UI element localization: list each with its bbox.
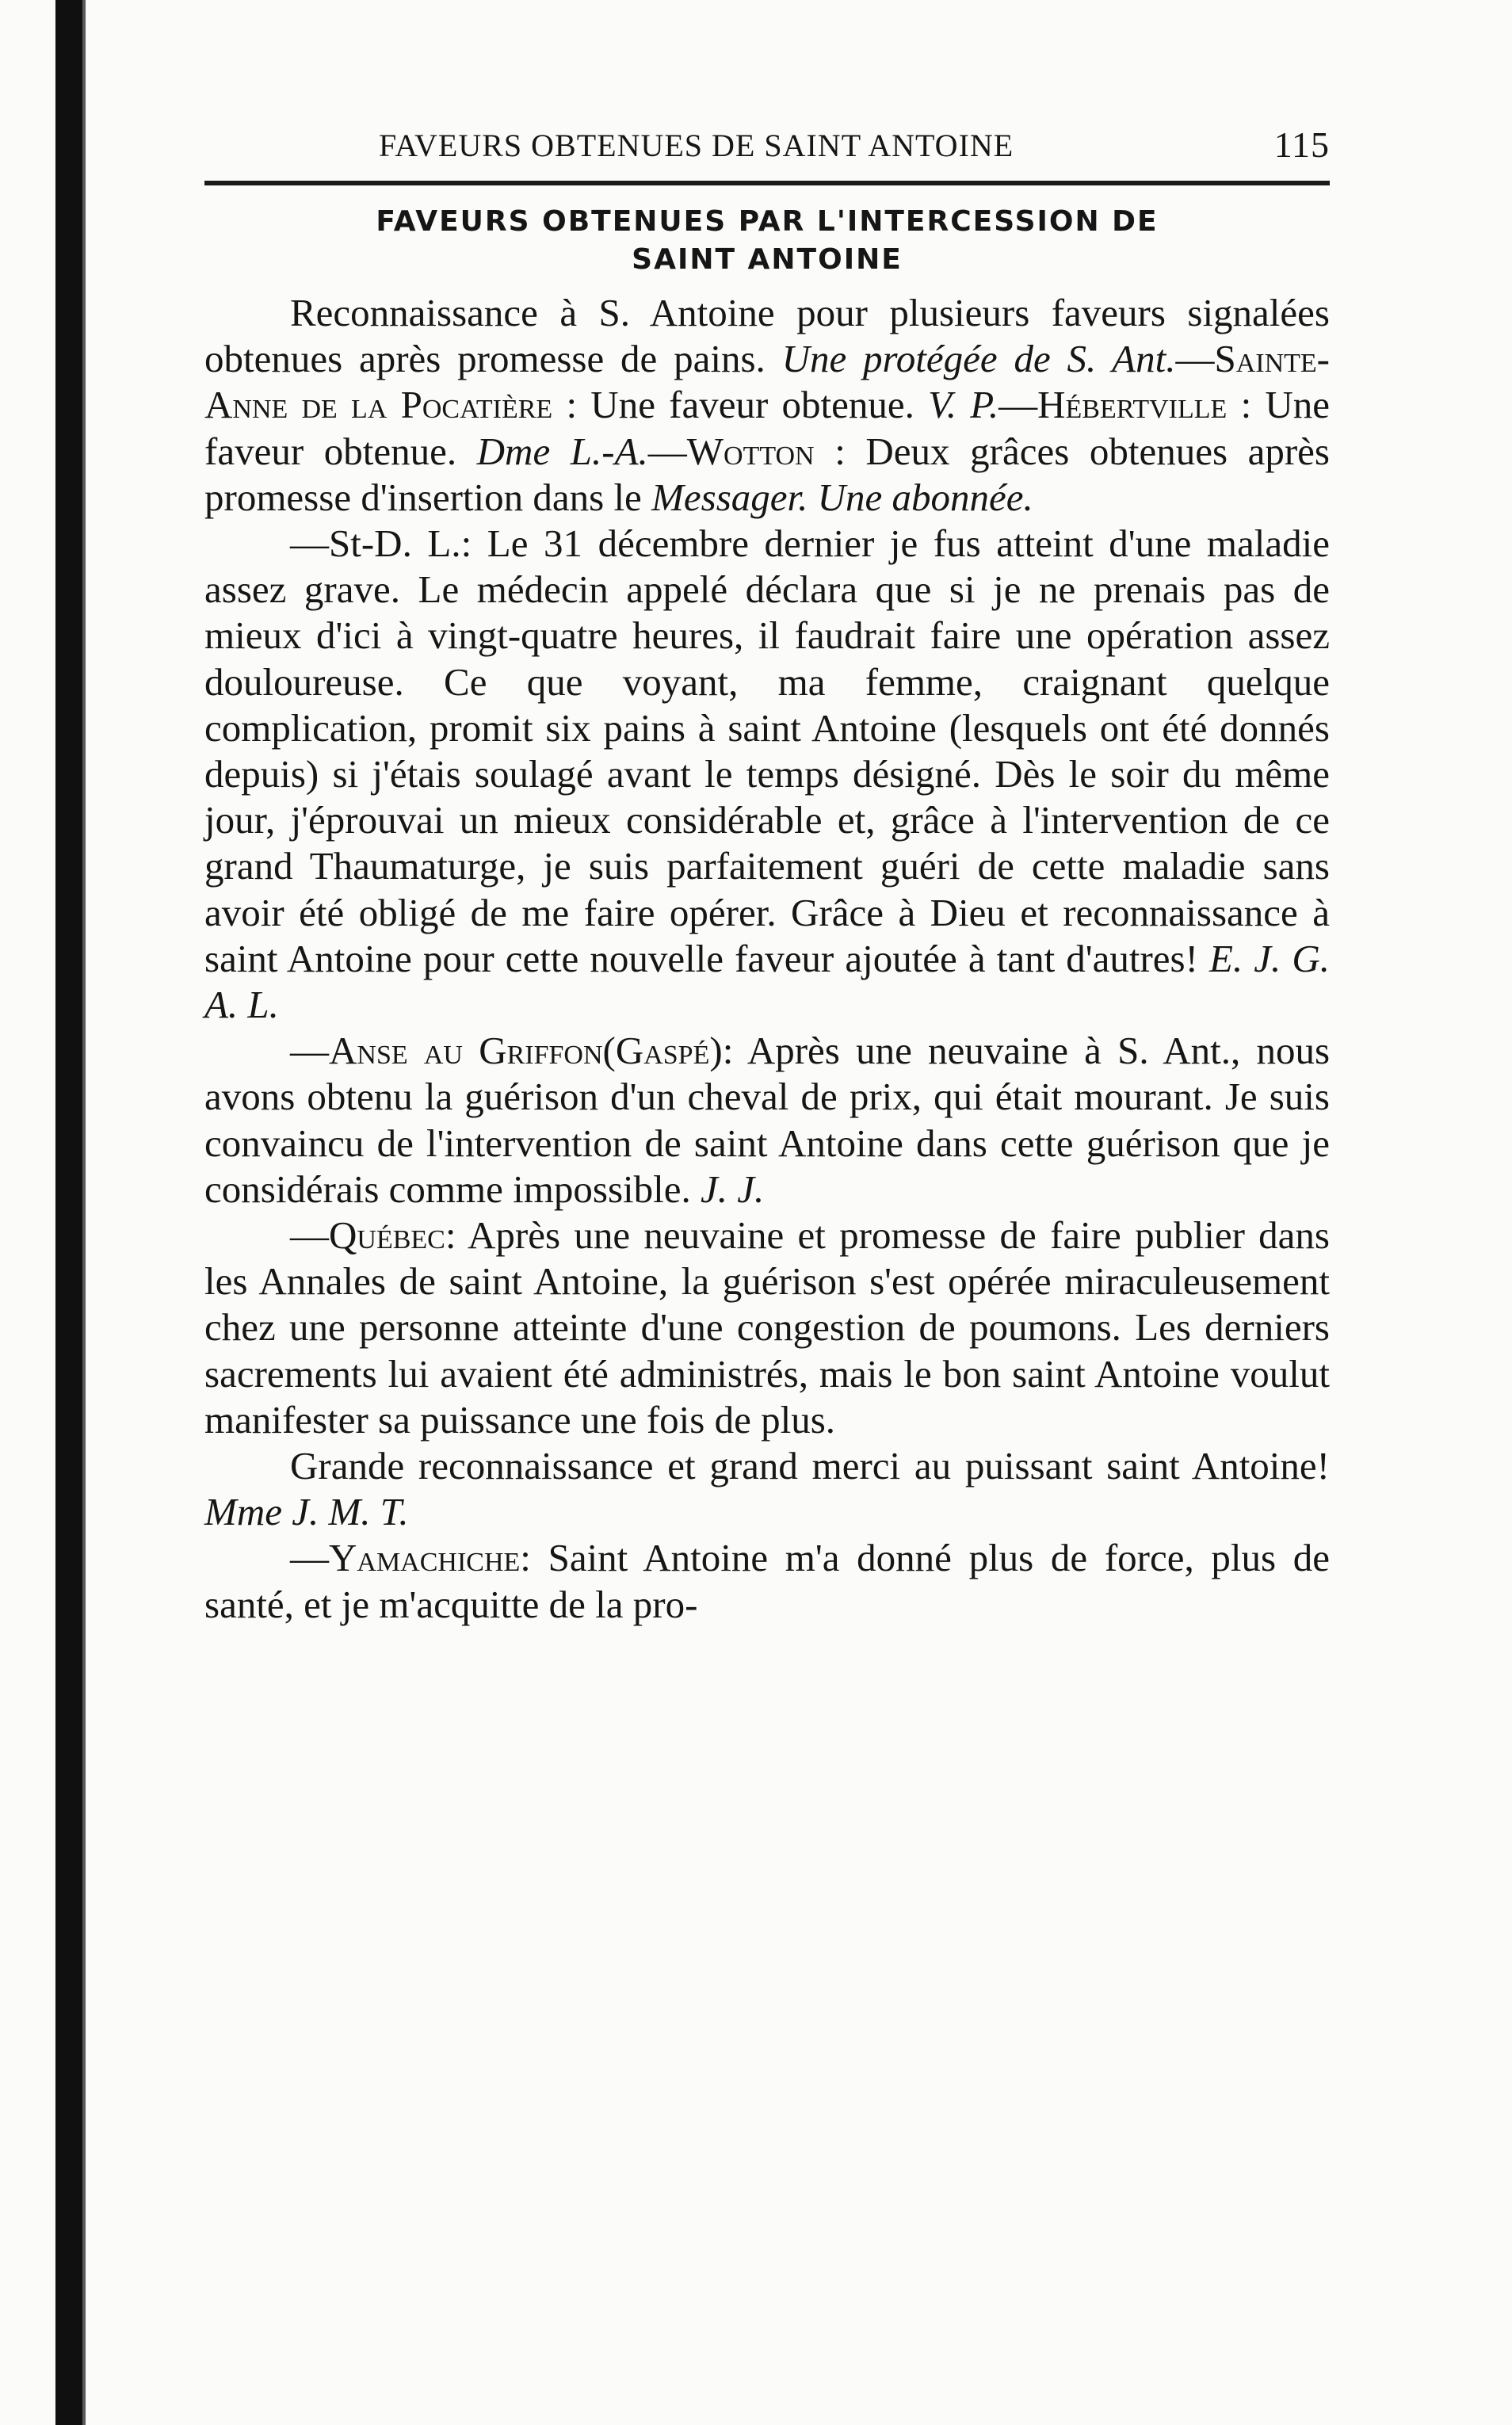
signature: Dme L.-A.	[476, 429, 648, 473]
paragraph-text: Grande reconnaissance et grand merci au puissant saint Antoine!	[290, 1444, 1330, 1488]
paragraph-6	[204, 1535, 1330, 1627]
paragraph-text: : Une faveur obtenue.	[204, 383, 1331, 473]
book-page	[204, 124, 1331, 1628]
paragraph-4	[204, 1212, 1330, 1443]
header-rule	[204, 181, 1330, 185]
paragraph-5	[204, 1443, 1330, 1535]
body-text	[204, 290, 1330, 1628]
place-name: —St-D. L.	[290, 521, 461, 566]
signature: J. J.	[701, 1167, 765, 1211]
paragraph-3	[204, 1028, 1330, 1212]
signature: V. P.	[928, 383, 999, 427]
paragraph-text: : Deux grâces obtenues après promesse d'insertion dans le	[204, 429, 1330, 519]
running-title: FAVEURS OBTENUES DE SAINT ANTOINE	[379, 128, 1014, 163]
paragraph-text: : Le 31 décembre dernier je fus atteint d'une maladie assez grave. Le médecin appelé déclara que si je ne prenais pas de mieux d'ici à vingt-quatre heures, il faudrait faire une opération assez douloureuse. Ce que voyant, ma femme, craignant quelque complication, promit six pains à saint Antoine (lesquels ont été donnés depuis) si j'étais soulagé avant le temps désigné. Dès le soir du même jour, j'éprouvai un mieux considérable et, grâce à l'intervention de ce grand Thaumaturge, je suis parfaitement guéri de cette maladie sans avoir été obligé de me faire opérer. Grâce à Dieu et reconnaissance à saint Antoine pour cette nouvelle faveur ajoutée à tant d'autres!	[204, 521, 1330, 980]
place-name: —Sainte-Anne de la Pocatière	[204, 337, 1331, 427]
place-name: —Wotton	[647, 429, 815, 473]
section-title	[204, 203, 1330, 279]
book-spine-edge	[82, 0, 86, 2425]
intro-text: Reconnaissance à S. Antoine pour plusieurs faveurs signalées obtenues après promesse de pains.	[204, 291, 1330, 381]
signature: Messager. Une abonnée.	[651, 475, 1033, 519]
section-title-line-2: SAINT ANTOINE	[632, 243, 903, 276]
place-name: —Anse au Griffon(Gaspé)	[290, 1029, 723, 1073]
paragraph-text: : Une faveur obtenue.	[566, 383, 914, 427]
signature: Mme J. M. T.	[204, 1490, 409, 1534]
section-title-line-1: FAVEURS OBTENUES PAR L'INTERCESSION DE	[376, 205, 1159, 238]
paragraph-text: : Après une neuvaine à S. Ant., nous avons obtenu la guérison d'un cheval de prix, qui était mourant. Je suis convaincu de l'intervention de saint Antoine dans cette guérison que je considérais comme impossible.	[204, 1029, 1331, 1211]
signature: E. J. G. A. L.	[204, 936, 1330, 1027]
place-name: —Hébertville	[998, 383, 1228, 427]
paragraph-text: : Après une neuvaine et promesse de faire publier dans les Annales de saint Antoine, la guérison s'est opérée miraculeusement chez une personne atteinte d'une congestion de poumons. Les derniers sacrements lui avaient été administrés, mais le bon saint Antoine voulut manifester sa puissance une fois de plus.	[204, 1213, 1330, 1442]
running-head	[204, 124, 1330, 174]
paragraph-1	[204, 290, 1330, 521]
place-name: —Québec	[290, 1213, 445, 1258]
signature: Une protégée de S. Ant.	[781, 337, 1176, 381]
page-number: 115	[1273, 124, 1330, 165]
place-name: —Yamachiche	[290, 1536, 521, 1580]
paragraph-2	[204, 521, 1330, 1028]
paragraph-text: : Saint Antoine m'a donné plus de force, plus de santé, et je m'acquitte de la pro-	[204, 1536, 1330, 1626]
book-spine-shadow	[55, 0, 82, 2425]
